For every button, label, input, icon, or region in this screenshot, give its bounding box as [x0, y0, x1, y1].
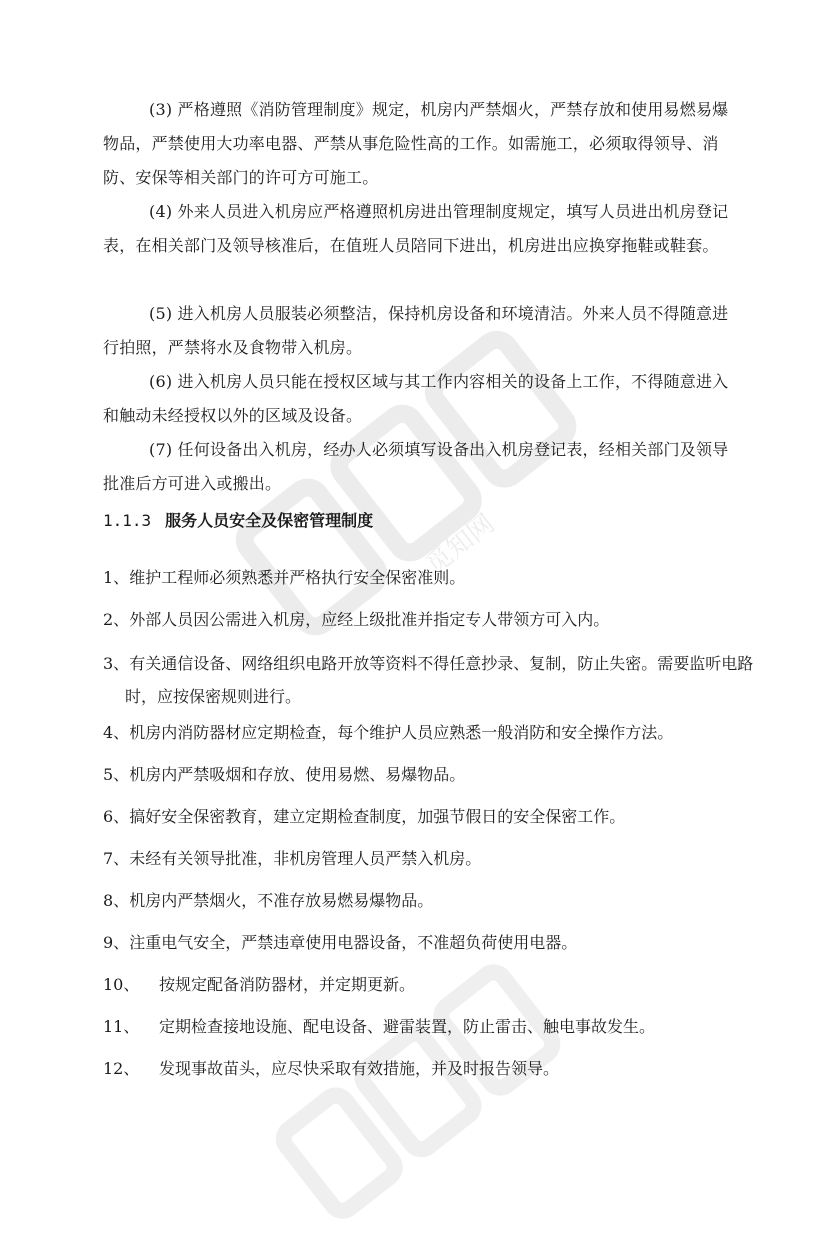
section-number: 1.1.3: [103, 511, 152, 530]
list-item: [103, 1054, 735, 1084]
paragraph-6: (6) 进入机房人员只能在授权区域与其工作内容相关的设备上工作，不得随意进入和触动未经授权以外的区域及设备。: [103, 372, 729, 425]
list-item-number: 1、: [103, 568, 130, 587]
list-item-number: 3、: [103, 654, 130, 673]
list-item: [103, 647, 757, 713]
list-item-text: 机房内严禁烟火，不准存放易燃易爆物品。: [129, 891, 434, 910]
list-item-number: 9、: [103, 933, 130, 952]
list-item-number: 12、: [103, 1059, 140, 1078]
list-item-number: 10、: [103, 975, 140, 994]
list-item: [103, 844, 757, 874]
list-item-number: 8、: [103, 891, 130, 910]
list-item: [103, 605, 757, 635]
list-item: [103, 886, 757, 916]
list-item-number: 2、: [103, 610, 130, 629]
list-item: [103, 928, 757, 958]
list-item-text: 机房内消防器材应定期检查，每个维护人员应熟悉一般消防和安全操作方法。: [129, 723, 674, 742]
watermark-text: 觅知网: [420, 508, 501, 581]
list-item-text: 定期检查接地设施、配电设备、避雷装置，防止雷击、触电事故发生。: [159, 1017, 656, 1036]
list-item-text: 外部人员因公需进入机房，应经上级批准并指定专人带领方可入内。: [129, 610, 610, 629]
list-item: [103, 1012, 735, 1042]
list-item-text: 机房内严禁吸烟和存放、使用易燃、易爆物品。: [129, 765, 466, 784]
list-item: [103, 760, 757, 790]
list-item-number: 6、: [103, 807, 130, 826]
list-item-number: 7、: [103, 849, 130, 868]
list-item-text: 搞好安全保密教育，建立定期检查制度，加强节假日的安全保密工作。: [129, 807, 626, 826]
list-item-text: 按规定配备消防器材，并定期更新。: [159, 975, 416, 994]
list-item-text: 注重电气安全，严禁违章使用电器设备，不准超负荷使用电器。: [129, 933, 578, 952]
section-heading: [103, 506, 373, 536]
paragraph-7: (7) 任何设备出入机房，经办人必须填写设备出入机房登记表，经相关部门及领导批准后方可进入或搬出。: [103, 440, 729, 493]
list-item-text: 维护工程师必须熟悉并严格执行安全保密准则。: [129, 568, 466, 587]
list-item-text: 发现事故苗头，应尽快采取有效措施，并及时报告领导。: [159, 1059, 560, 1078]
list-item: [103, 970, 735, 1000]
list-item-number: 5、: [103, 765, 130, 784]
list-item-text: 有关通信设备、网络组织电路开放等资料不得任意抄录、复制，防止失密。需要监听电路时，应按保密规则进行。: [125, 654, 754, 706]
list-item: [103, 802, 757, 832]
list-item: [103, 563, 757, 593]
paragraph-4: (4) 外来人员进入机房应严格遵照机房进出管理制度规定，填写人员进出机房登记表，在相关部门及领导核准后，在值班人员陪同下进出，机房进出应换穿拖鞋或鞋套。: [103, 202, 729, 255]
paragraph-5: (5) 进入机房人员服装必须整洁，保持机房设备和环境清洁。外来人员不得随意进行拍照，严禁将水及食物带入机房。: [103, 304, 729, 357]
list-item: [103, 718, 757, 748]
paragraph-3: (3) 严格遵照《消防管理制度》规定，机房内严禁烟火，严禁存放和使用易燃易爆物品，严禁使用大功率电器、严禁从事危险性高的工作。如需施工，必须取得领导、消防、安保等相关部门的许可方可施工。: [103, 100, 729, 187]
list-item-number: 11、: [103, 1017, 140, 1036]
list-item-number: 4、: [103, 723, 130, 742]
list-item-text: 未经有关领导批准，非机房管理人员严禁入机房。: [129, 849, 482, 868]
section-title: 服务人员安全及保密管理制度: [165, 511, 374, 530]
